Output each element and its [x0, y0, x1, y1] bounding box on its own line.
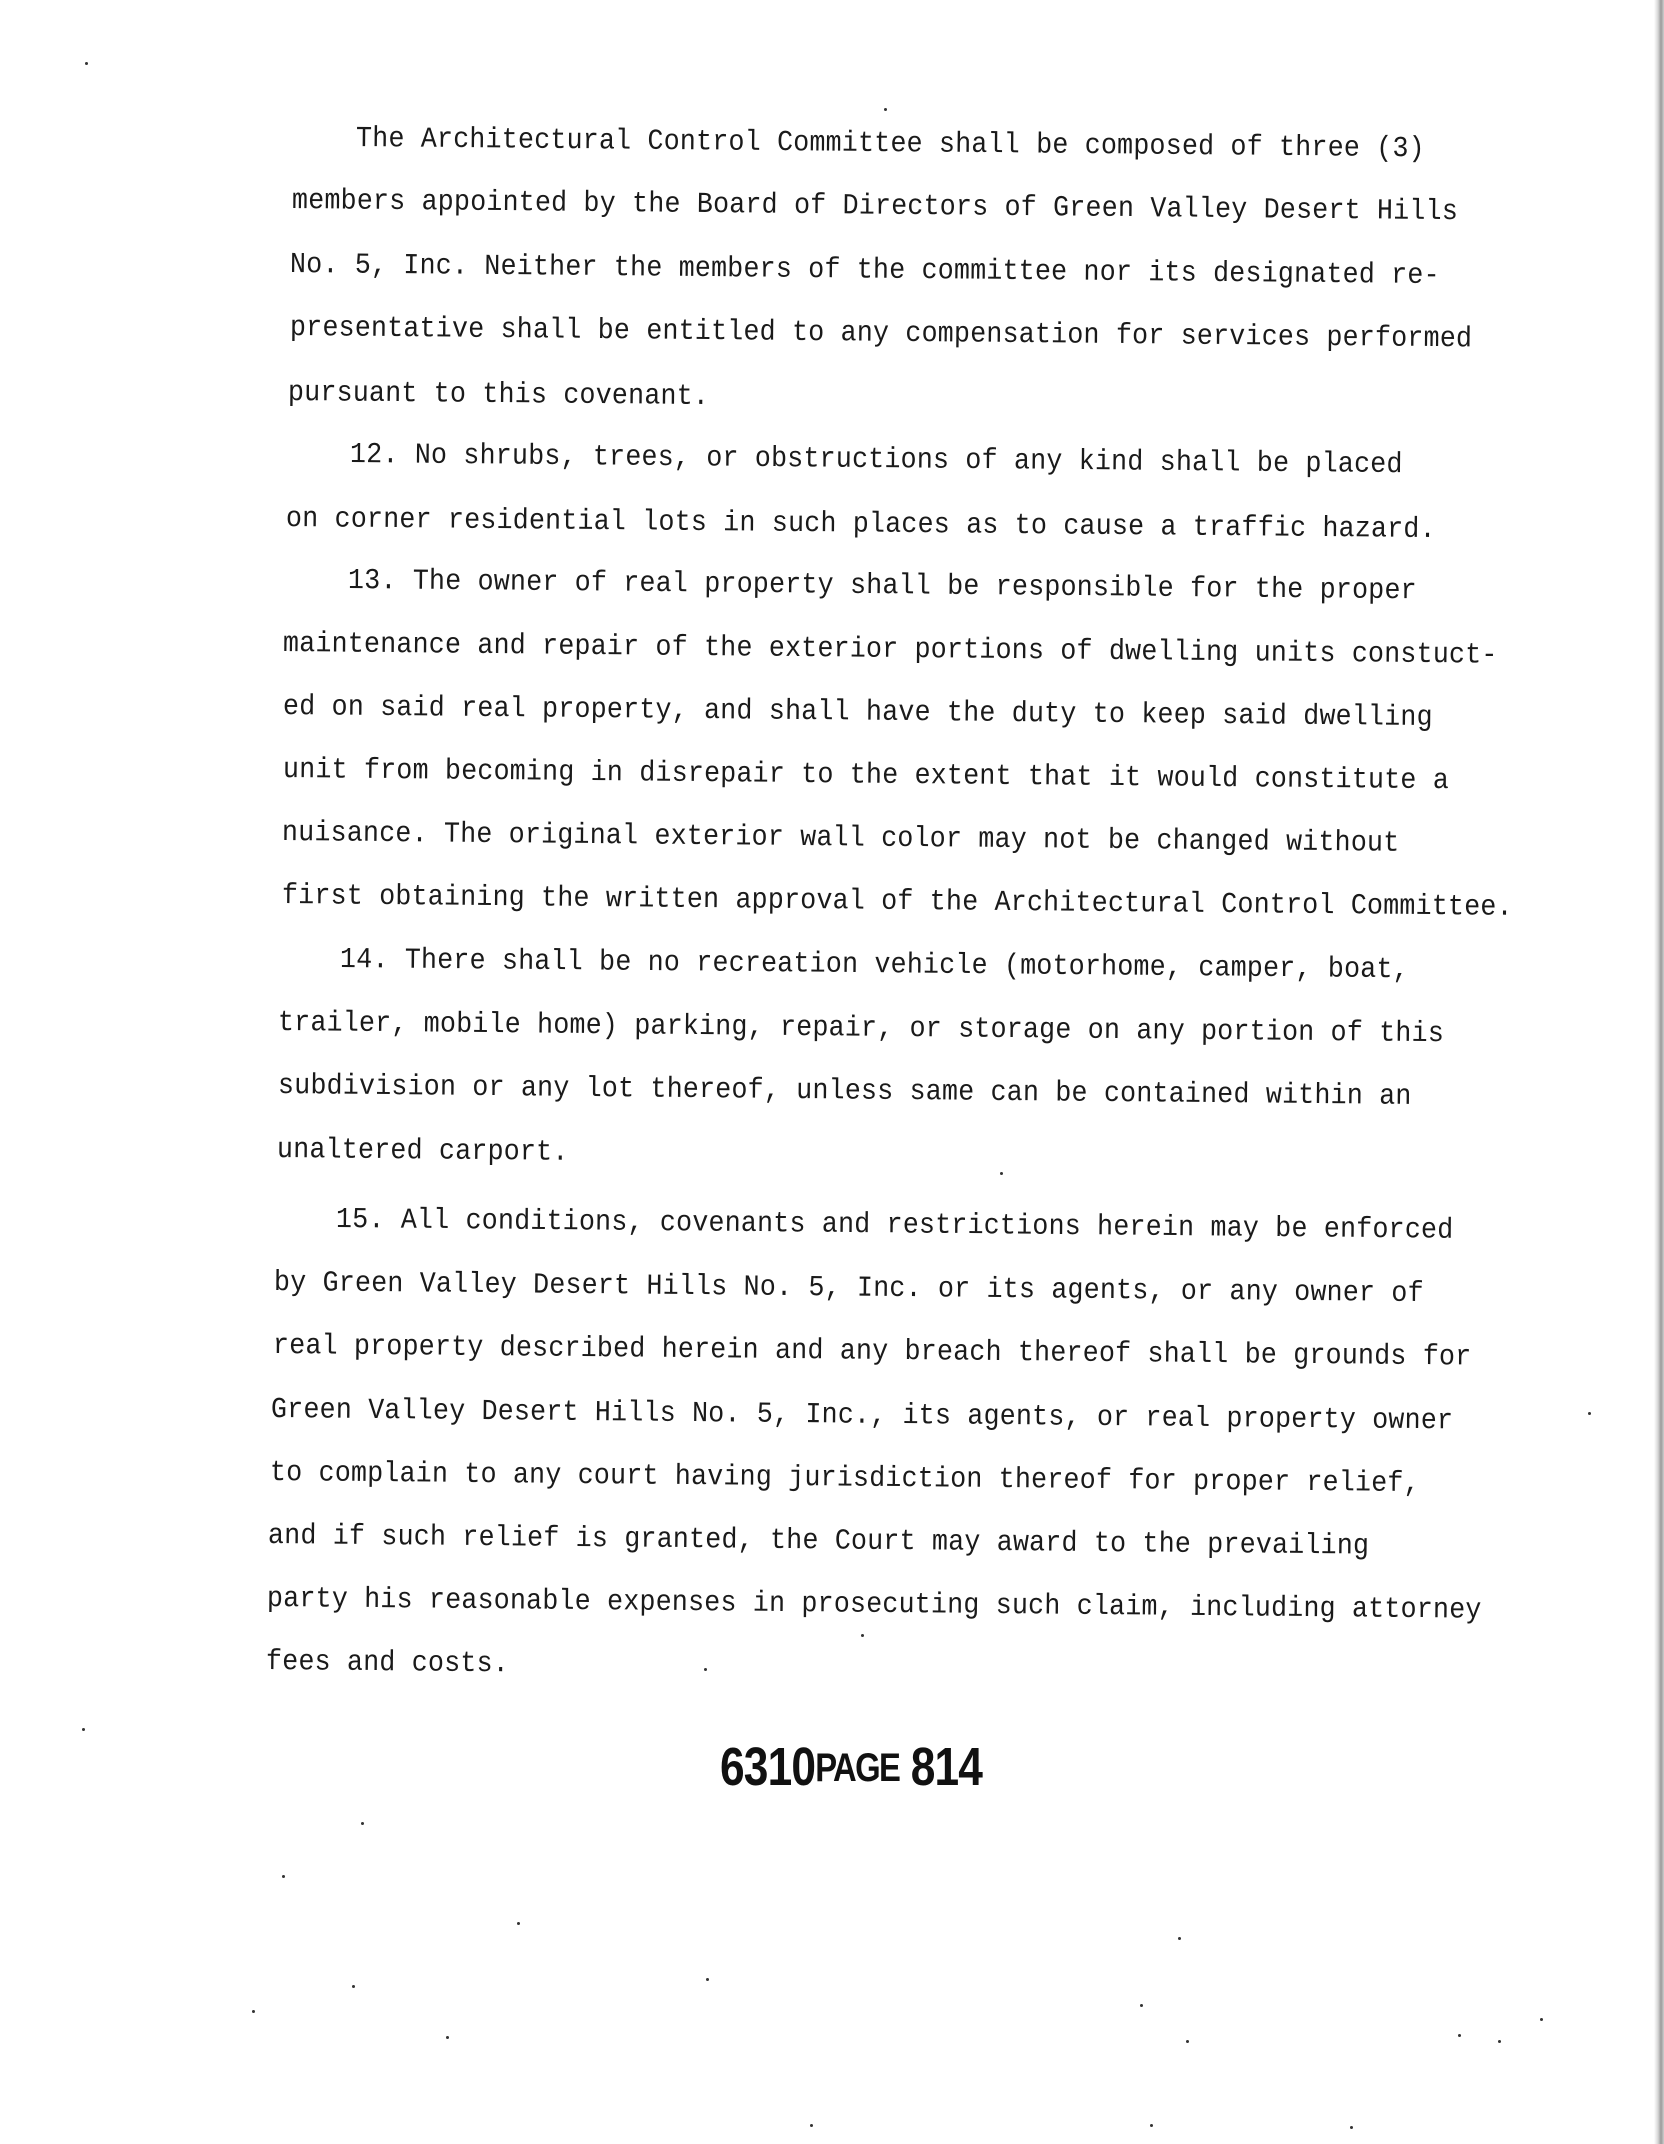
- scan-speck: [1000, 1172, 1003, 1175]
- scan-speck: [704, 1668, 707, 1671]
- stamp-page-number: 814: [910, 1737, 983, 1797]
- text-line: members appointed by the Board of Directors of Green Valley Desert Hills: [291, 184, 1459, 229]
- scan-speck: [884, 108, 887, 111]
- text-line: party his reasonable expenses in prosecuting such claim, including attorney: [266, 1582, 1482, 1627]
- text-line: 12. No shrubs, trees, or obstructions of any kind shall be placed: [349, 438, 1403, 482]
- book-page-stamp: [720, 1736, 982, 1798]
- scan-speck: [517, 1922, 520, 1925]
- text-line: Green Valley Desert Hills No. 5, Inc., its agents, or real property owner: [270, 1393, 1454, 1438]
- stamp-book-number: 6310: [720, 1737, 816, 1797]
- text-line: pursuant to this covenant.: [287, 376, 710, 414]
- text-line: nuisance. The original exterior wall color may not be changed without: [281, 816, 1400, 860]
- text-line: to complain to any court having jurisdiction thereof for proper relief,: [269, 1456, 1420, 1501]
- text-line: The Architectural Control Committee shall be composed of three (3): [355, 122, 1425, 166]
- scan-speck: [85, 62, 88, 65]
- text-line: No. 5, Inc. Neither the members of the committee nor its designated re-: [289, 248, 1440, 293]
- scan-speck: [810, 2124, 813, 2127]
- scan-speck: [282, 1875, 285, 1878]
- text-line: real property described herein and any breach thereof shall be grounds for: [272, 1329, 1472, 1374]
- scan-speck: [1178, 1937, 1181, 1940]
- text-line: 14. There shall be no recreation vehicle (motorhome, camper, boat,: [339, 943, 1409, 987]
- scan-speck: [706, 1978, 709, 1981]
- text-line: trailer, mobile home) parking, repair, or storage on any portion of this: [277, 1006, 1445, 1051]
- scan-speck: [861, 1634, 864, 1637]
- scan-speck: [1150, 2124, 1153, 2127]
- scan-speck: [82, 1728, 85, 1731]
- scan-speck: [1350, 2126, 1353, 2129]
- text-line: subdivision or any lot thereof, unless same can be contained within an: [277, 1069, 1412, 1113]
- text-line: first obtaining the written approval of the Architectural Control Committee.: [281, 879, 1513, 924]
- scan-speck: [1458, 2034, 1461, 2037]
- scan-speck: [1540, 2018, 1543, 2021]
- text-line: by Green Valley Desert Hills No. 5, Inc. or its agents, or any owner of: [273, 1266, 1424, 1311]
- scan-speck: [446, 2036, 449, 2039]
- scan-speck: [252, 2010, 255, 2013]
- scan-speck: [352, 1985, 355, 1988]
- text-line: 15. All conditions, covenants and restrictions herein may be enforced: [335, 1203, 1454, 1247]
- text-line: unaltered carport.: [276, 1133, 569, 1169]
- text-line: and if such relief is granted, the Court may award to the prevailing: [267, 1519, 1370, 1563]
- scan-speck: [1588, 1412, 1591, 1415]
- stamp-page-word: PAGE: [815, 1746, 900, 1790]
- text-line: 13. The owner of real property shall be responsible for the proper: [347, 564, 1417, 608]
- text-line: fees and costs.: [265, 1645, 510, 1681]
- scan-speck: [1140, 2004, 1143, 2007]
- scan-speck: [361, 1822, 364, 1825]
- text-line: presentative shall be entitled to any compensation for services performed: [289, 311, 1473, 356]
- scan-speck: [1498, 2040, 1501, 2043]
- text-line: unit from becoming in disrepair to the extent that it would constitute a: [282, 753, 1450, 798]
- text-line: maintenance and repair of the exterior portions of dwelling units constuct-: [282, 627, 1498, 672]
- scan-edge: [1654, 0, 1664, 2144]
- text-line: ed on said real property, and shall have the duty to keep said dwelling: [282, 690, 1433, 735]
- text-line: on corner residential lots in such places as to cause a traffic hazard.: [285, 502, 1436, 547]
- scan-speck: [1186, 2040, 1189, 2043]
